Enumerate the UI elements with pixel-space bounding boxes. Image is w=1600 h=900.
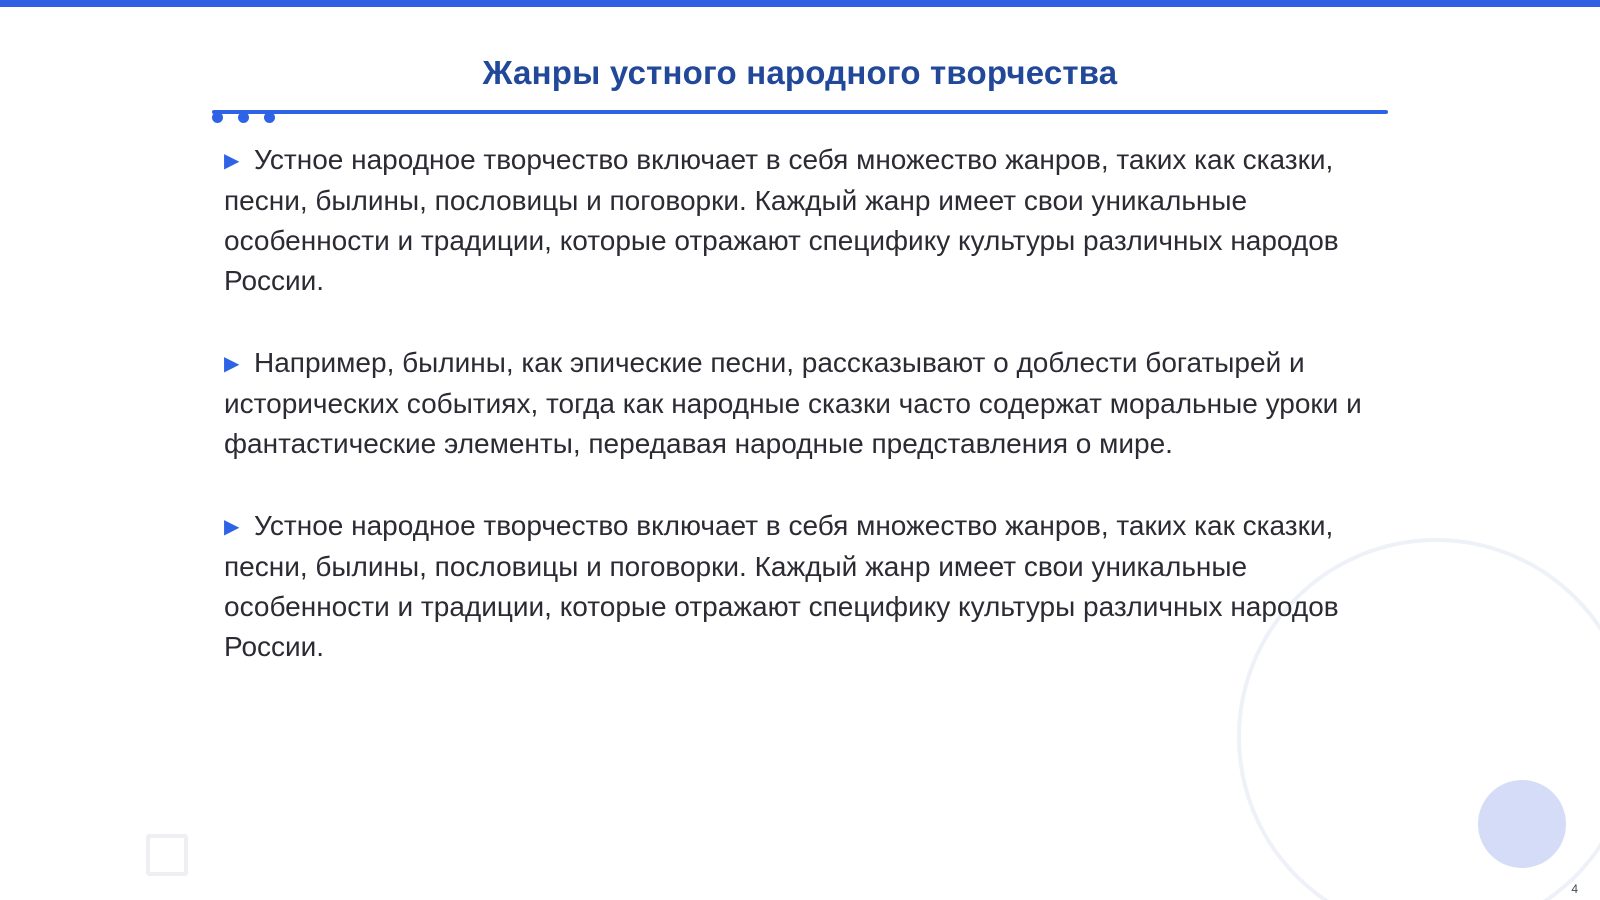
decorative-dot xyxy=(238,112,249,123)
decorative-square xyxy=(146,834,188,876)
bullet-item xyxy=(224,506,1374,667)
slide-title: Жанры устного народного творчества xyxy=(482,54,1118,91)
decorative-dot xyxy=(212,112,223,123)
decorative-dot xyxy=(264,112,275,123)
bullet-text: Устное народное творчество включает в себя множество жанров, таких как сказки, песни, былины, пословицы и поговорки. Каждый жанр имеет свои уникальные особенности и традиции, которые отражают специфику культуры различных народов России. xyxy=(224,144,1339,296)
bullet-item xyxy=(224,343,1374,464)
page-number: 4 xyxy=(1571,882,1578,896)
bullet-arrow-icon: ▶ xyxy=(224,353,240,375)
top-accent-bar xyxy=(0,0,1600,7)
bullet-item xyxy=(224,140,1374,301)
bullet-arrow-icon: ▶ xyxy=(224,516,240,538)
bullet-arrow-icon: ▶ xyxy=(224,150,240,172)
bullet-text: Например, былины, как эпические песни, рассказывают о доблести богатырей и исторических событиях, тогда как народные сказки часто содержат моральные уроки и фантастические элементы, передавая народные представления о мире. xyxy=(224,347,1362,459)
bullet-list xyxy=(224,140,1374,709)
title-underline xyxy=(212,110,1388,114)
decorative-circle xyxy=(1478,780,1566,868)
bullet-text: Устное народное творчество включает в себя множество жанров, таких как сказки, песни, былины, пословицы и поговорки. Каждый жанр имеет свои уникальные особенности и традиции, которые отражают специфику культуры различных народов России. xyxy=(224,510,1339,662)
